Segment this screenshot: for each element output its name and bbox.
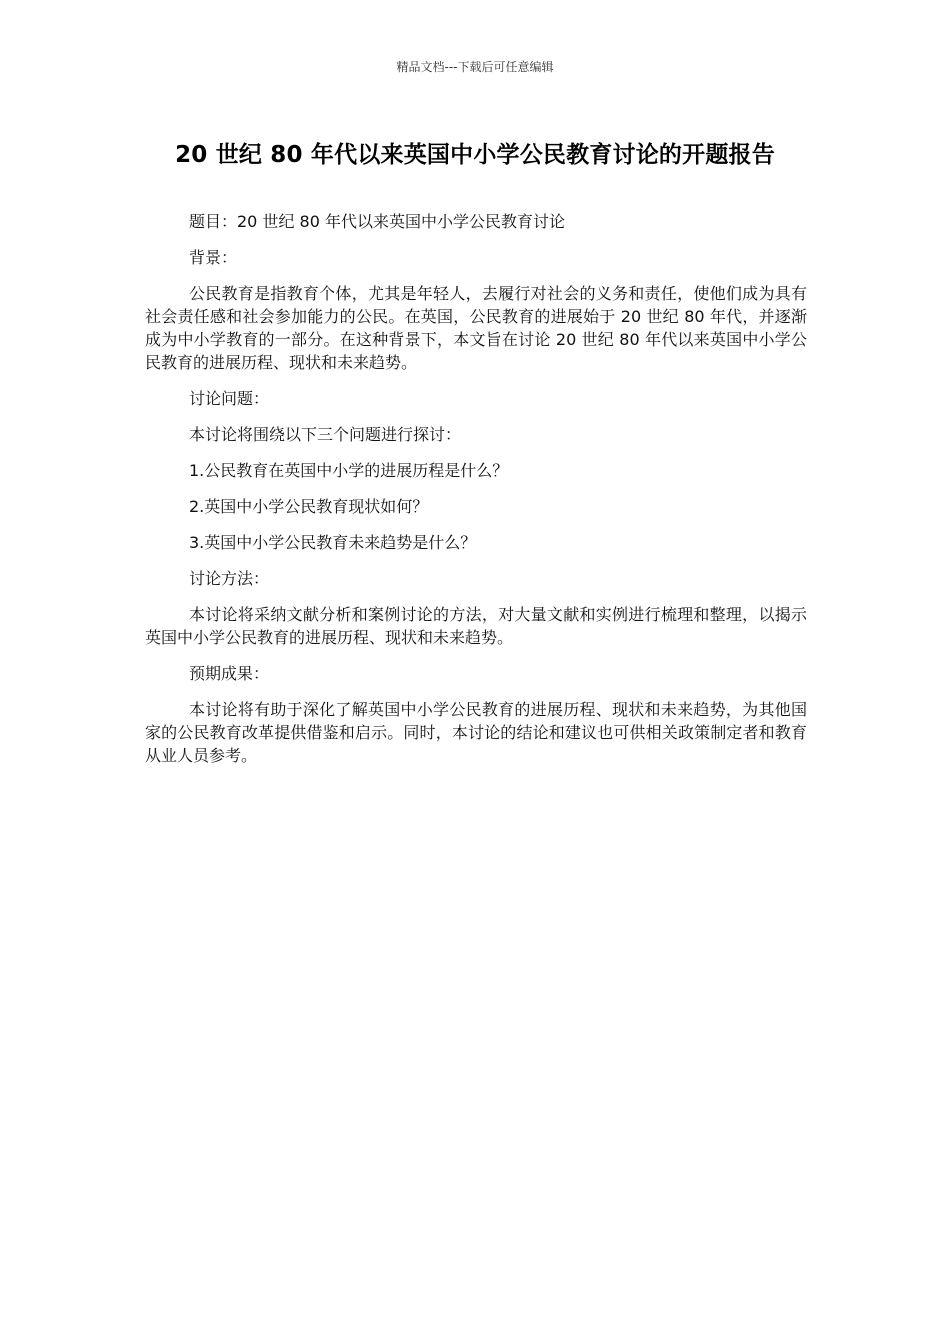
- method-heading: 讨论方法：: [189, 569, 270, 588]
- topic-line: 题目：20 世纪 80 年代以来英国中小学公民教育讨论: [189, 212, 565, 231]
- questions-intro: 本讨论将围绕以下三个问题进行探讨：: [189, 425, 462, 444]
- outcomes-paragraph: 本讨论将有助于深化了解英国中小学公民教育的进展历程、现状和未来趋势，为其他国家的公民教育改革提供借鉴和启示。同时，本讨论的结论和建议也可供相关政策制定者和教育从业人员参考。: [145, 700, 807, 765]
- outcomes-heading: 预期成果：: [189, 664, 270, 683]
- question-item-1: 1.公民教育在英国中小学的进展历程是什么？: [189, 461, 509, 480]
- background-heading: 背景：: [189, 248, 238, 267]
- document-body: [145, 210, 807, 780]
- page-header-note: 精品文档---下载后可任意编辑: [396, 60, 554, 74]
- question-item-3: 3.英国中小学公民教育未来趋势是什么？: [189, 533, 477, 552]
- background-paragraph: 公民教育是指教育个体，尤其是年轻人，去履行对社会的义务和责任，使他们成为具有社会责任感和社会参加能力的公民。在英国，公民教育的进展始于 20 世纪 80 年代，并逐渐成为中小学教育的一部分。在这种背景下，本文旨在讨论 20 世纪 80 年代以来英国中小学公民教育的进展历程、现状和未来趋势。: [145, 284, 807, 372]
- question-item-2: 2.英国中小学公民教育现状如何？: [189, 497, 429, 516]
- method-paragraph: 本讨论将采纳文献分析和案例讨论的方法，对大量文献和实例进行梳理和整理，以揭示英国中小学公民教育的进展历程、现状和未来趋势。: [145, 605, 807, 647]
- document-title: 20 世纪 80 年代以来英国中小学公民教育讨论的开题报告: [175, 142, 775, 168]
- questions-heading: 讨论问题：: [189, 389, 270, 408]
